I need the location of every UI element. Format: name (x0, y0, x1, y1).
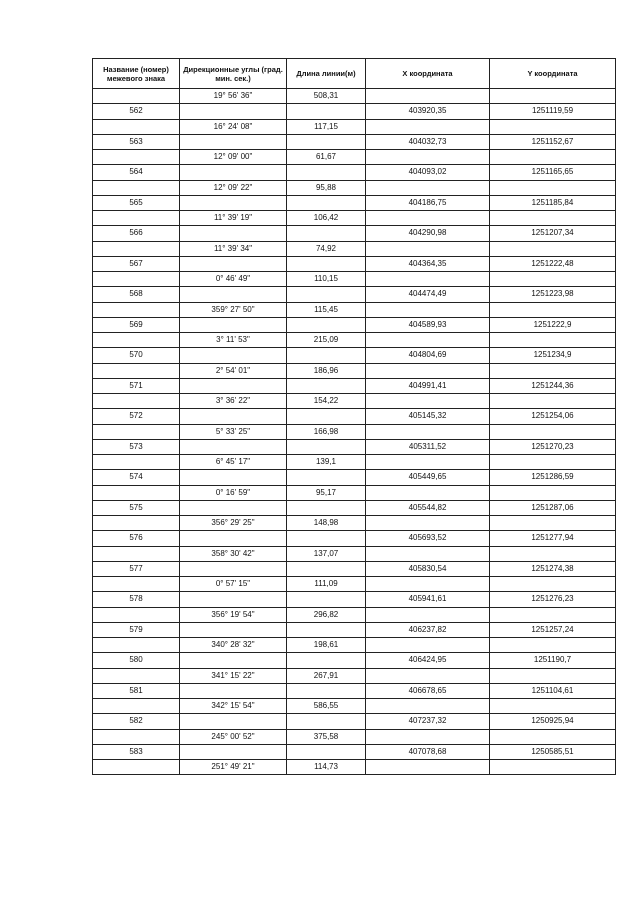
cell-line-length: 115,45 (287, 302, 366, 317)
cell-y-coordinate (490, 150, 616, 165)
table-row (93, 622, 616, 637)
cell-marker-name: 578 (93, 592, 180, 607)
cell-line-length (287, 226, 366, 241)
cell-x-coordinate (366, 729, 490, 744)
cell-line-length: 267,91 (287, 668, 366, 683)
cell-marker-name (93, 272, 180, 287)
table-row (93, 317, 616, 332)
cell-x-coordinate (366, 363, 490, 378)
cell-x-coordinate (366, 516, 490, 531)
table-row (93, 546, 616, 561)
cell-y-coordinate: 1251254,06 (490, 409, 616, 424)
cell-y-coordinate: 1251119,59 (490, 104, 616, 119)
cell-marker-name: 567 (93, 256, 180, 271)
table-row (93, 89, 616, 104)
cell-x-coordinate: 405449,65 (366, 470, 490, 485)
cell-marker-name (93, 577, 180, 592)
cell-marker-name: 580 (93, 653, 180, 668)
cell-line-length: 137,07 (287, 546, 366, 561)
cell-marker-name (93, 607, 180, 622)
cell-line-length (287, 134, 366, 149)
cell-marker-name: 570 (93, 348, 180, 363)
cell-x-coordinate: 404474,49 (366, 287, 490, 302)
cell-x-coordinate: 405693,52 (366, 531, 490, 546)
cell-y-coordinate: 1251165,65 (490, 165, 616, 180)
cell-direction-angle: 0° 16' 59" (180, 485, 287, 500)
cell-line-length (287, 653, 366, 668)
cell-x-coordinate: 406237,82 (366, 622, 490, 637)
cell-direction-angle (180, 744, 287, 759)
cell-marker-name (93, 729, 180, 744)
cell-y-coordinate (490, 241, 616, 256)
cell-y-coordinate: 1251234,9 (490, 348, 616, 363)
table-row (93, 439, 616, 454)
cell-marker-name: 568 (93, 287, 180, 302)
cell-y-coordinate (490, 211, 616, 226)
cell-y-coordinate (490, 546, 616, 561)
cell-marker-name (93, 424, 180, 439)
cell-line-length (287, 104, 366, 119)
cell-marker-name (93, 760, 180, 775)
cell-x-coordinate (366, 180, 490, 195)
cell-x-coordinate: 404991,41 (366, 378, 490, 393)
cell-direction-angle: 11° 39' 19" (180, 211, 287, 226)
cell-line-length: 198,61 (287, 638, 366, 653)
cell-x-coordinate (366, 302, 490, 317)
cell-marker-name: 564 (93, 165, 180, 180)
cell-marker-name: 583 (93, 744, 180, 759)
cell-y-coordinate (490, 699, 616, 714)
cell-line-length: 74,92 (287, 241, 366, 256)
cell-line-length: 117,15 (287, 119, 366, 134)
table-row (93, 256, 616, 271)
table-body (93, 89, 616, 775)
cell-marker-name: 576 (93, 531, 180, 546)
table-row (93, 363, 616, 378)
cell-y-coordinate: 1251222,48 (490, 256, 616, 271)
cell-line-length: 95,17 (287, 485, 366, 500)
cell-line-length (287, 592, 366, 607)
cell-y-coordinate (490, 394, 616, 409)
cell-y-coordinate: 1251274,38 (490, 561, 616, 576)
cell-x-coordinate: 404364,35 (366, 256, 490, 271)
cell-marker-name: 573 (93, 439, 180, 454)
cell-y-coordinate (490, 516, 616, 531)
cell-line-length: 215,09 (287, 333, 366, 348)
cell-direction-angle (180, 561, 287, 576)
cell-marker-name (93, 699, 180, 714)
cell-direction-angle (180, 256, 287, 271)
cell-direction-angle: 16° 24' 08" (180, 119, 287, 134)
cell-x-coordinate: 405544,82 (366, 500, 490, 515)
cell-x-coordinate (366, 760, 490, 775)
table-row (93, 577, 616, 592)
cell-y-coordinate (490, 302, 616, 317)
cell-y-coordinate: 1251190,7 (490, 653, 616, 668)
cell-direction-angle (180, 683, 287, 698)
cell-y-coordinate (490, 577, 616, 592)
cell-direction-angle (180, 134, 287, 149)
table-row (93, 119, 616, 134)
cell-line-length (287, 500, 366, 515)
cell-marker-name: 562 (93, 104, 180, 119)
cell-y-coordinate: 1251104,61 (490, 683, 616, 698)
cell-direction-angle: 245° 00' 52" (180, 729, 287, 744)
cell-x-coordinate (366, 211, 490, 226)
cell-marker-name (93, 333, 180, 348)
cell-direction-angle: 251° 49' 21" (180, 760, 287, 775)
cell-x-coordinate: 405941,61 (366, 592, 490, 607)
cell-direction-angle: 356° 19' 54" (180, 607, 287, 622)
cell-line-length: 111,09 (287, 577, 366, 592)
cell-marker-name: 565 (93, 195, 180, 210)
cell-line-length: 110,15 (287, 272, 366, 287)
cell-x-coordinate (366, 119, 490, 134)
cell-y-coordinate: 1250585,51 (490, 744, 616, 759)
cell-marker-name (93, 241, 180, 256)
table-row (93, 409, 616, 424)
cell-direction-angle (180, 226, 287, 241)
cell-y-coordinate: 1250925,94 (490, 714, 616, 729)
cell-x-coordinate: 403920,35 (366, 104, 490, 119)
cell-marker-name (93, 150, 180, 165)
cell-direction-angle (180, 470, 287, 485)
cell-direction-angle (180, 287, 287, 302)
cell-x-coordinate (366, 89, 490, 104)
table-row (93, 653, 616, 668)
table-row (93, 607, 616, 622)
cell-x-coordinate (366, 394, 490, 409)
cell-line-length: 296,82 (287, 607, 366, 622)
cell-direction-angle: 19° 56' 36" (180, 89, 287, 104)
cell-line-length (287, 195, 366, 210)
cell-y-coordinate (490, 180, 616, 195)
table-row (93, 516, 616, 531)
cell-y-coordinate (490, 424, 616, 439)
cell-x-coordinate: 404804,69 (366, 348, 490, 363)
cell-marker-name: 579 (93, 622, 180, 637)
cell-marker-name: 581 (93, 683, 180, 698)
cell-direction-angle (180, 439, 287, 454)
table-row (93, 302, 616, 317)
cell-x-coordinate: 406678,65 (366, 683, 490, 698)
cell-direction-angle: 5° 33' 25" (180, 424, 287, 439)
cell-direction-angle: 340° 28' 32" (180, 638, 287, 653)
cell-marker-name: 572 (93, 409, 180, 424)
cell-direction-angle: 6° 45' 17" (180, 455, 287, 470)
table-row (93, 683, 616, 698)
cell-line-length: 106,42 (287, 211, 366, 226)
cell-direction-angle: 356° 29' 25" (180, 516, 287, 531)
table-row (93, 272, 616, 287)
cell-y-coordinate: 1251244,36 (490, 378, 616, 393)
cell-x-coordinate: 404290,98 (366, 226, 490, 241)
cell-marker-name (93, 638, 180, 653)
cell-line-length (287, 378, 366, 393)
cell-y-coordinate (490, 272, 616, 287)
cell-line-length (287, 744, 366, 759)
table-row (93, 485, 616, 500)
table-row (93, 150, 616, 165)
cell-marker-name: 575 (93, 500, 180, 515)
cell-direction-angle (180, 195, 287, 210)
cell-direction-angle (180, 165, 287, 180)
cell-x-coordinate: 404589,93 (366, 317, 490, 332)
cell-marker-name: 574 (93, 470, 180, 485)
cell-x-coordinate: 407237,32 (366, 714, 490, 729)
cell-marker-name (93, 485, 180, 500)
table-row (93, 592, 616, 607)
table-row (93, 744, 616, 759)
cell-x-coordinate: 404032,73 (366, 134, 490, 149)
cell-y-coordinate (490, 638, 616, 653)
table-row (93, 241, 616, 256)
cell-y-coordinate (490, 119, 616, 134)
cell-y-coordinate: 1251152,67 (490, 134, 616, 149)
cell-marker-name (93, 89, 180, 104)
cell-marker-name (93, 668, 180, 683)
cell-x-coordinate (366, 638, 490, 653)
cell-y-coordinate: 1251207,34 (490, 226, 616, 241)
cell-direction-angle: 342° 15' 54" (180, 699, 287, 714)
table-row (93, 455, 616, 470)
header-x: X координата (366, 59, 490, 89)
cell-y-coordinate (490, 89, 616, 104)
table-row (93, 333, 616, 348)
cell-line-length (287, 287, 366, 302)
cell-line-length (287, 256, 366, 271)
cell-y-coordinate (490, 333, 616, 348)
cell-y-coordinate (490, 363, 616, 378)
cell-x-coordinate: 405830,54 (366, 561, 490, 576)
cell-direction-angle (180, 500, 287, 515)
cell-x-coordinate (366, 668, 490, 683)
cell-line-length (287, 470, 366, 485)
cell-direction-angle (180, 622, 287, 637)
cell-direction-angle: 12° 09' 22" (180, 180, 287, 195)
cell-y-coordinate (490, 760, 616, 775)
table-row (93, 500, 616, 515)
cell-direction-angle (180, 592, 287, 607)
cell-marker-name (93, 455, 180, 470)
cell-x-coordinate (366, 607, 490, 622)
cell-line-length (287, 409, 366, 424)
table-row (93, 394, 616, 409)
cell-direction-angle (180, 653, 287, 668)
cell-x-coordinate (366, 577, 490, 592)
cell-direction-angle: 11° 39' 34" (180, 241, 287, 256)
table-row (93, 729, 616, 744)
cell-y-coordinate: 1251287,06 (490, 500, 616, 515)
cell-direction-angle (180, 714, 287, 729)
cell-direction-angle: 359° 27' 50" (180, 302, 287, 317)
cell-y-coordinate (490, 485, 616, 500)
cell-direction-angle: 3° 36' 22" (180, 394, 287, 409)
cell-direction-angle (180, 104, 287, 119)
cell-y-coordinate: 1251185,84 (490, 195, 616, 210)
cell-marker-name: 582 (93, 714, 180, 729)
table-row (93, 287, 616, 302)
cell-direction-angle (180, 317, 287, 332)
table-row (93, 378, 616, 393)
table-row (93, 180, 616, 195)
cell-line-length (287, 348, 366, 363)
cell-x-coordinate (366, 455, 490, 470)
cell-marker-name (93, 211, 180, 226)
cell-x-coordinate: 406424,95 (366, 653, 490, 668)
cell-line-length: 148,98 (287, 516, 366, 531)
cell-line-length: 114,73 (287, 760, 366, 775)
cell-y-coordinate (490, 729, 616, 744)
header-length: Длина линии(м) (287, 59, 366, 89)
cell-x-coordinate: 407078,68 (366, 744, 490, 759)
cell-line-length (287, 561, 366, 576)
cell-direction-angle (180, 378, 287, 393)
table-row (93, 668, 616, 683)
cell-line-length (287, 165, 366, 180)
cell-direction-angle: 0° 46' 49" (180, 272, 287, 287)
table-row (93, 195, 616, 210)
table-header-row (93, 59, 616, 89)
cell-y-coordinate (490, 455, 616, 470)
cell-line-length (287, 317, 366, 332)
cell-x-coordinate: 404093,02 (366, 165, 490, 180)
cell-line-length: 375,58 (287, 729, 366, 744)
cell-x-coordinate (366, 424, 490, 439)
header-angle: Дирекционные углы (град. мин. сек.) (180, 59, 287, 89)
cell-y-coordinate: 1251277,94 (490, 531, 616, 546)
table-row (93, 714, 616, 729)
cell-y-coordinate: 1251257,24 (490, 622, 616, 637)
cell-line-length (287, 683, 366, 698)
cell-marker-name: 577 (93, 561, 180, 576)
cell-marker-name: 569 (93, 317, 180, 332)
cell-direction-angle: 2° 54' 01" (180, 363, 287, 378)
table-row (93, 638, 616, 653)
cell-y-coordinate (490, 668, 616, 683)
cell-line-length (287, 439, 366, 454)
table-row (93, 165, 616, 180)
table-row (93, 104, 616, 119)
cell-direction-angle (180, 409, 287, 424)
cell-x-coordinate (366, 272, 490, 287)
table-row (93, 760, 616, 775)
cell-line-length: 61,67 (287, 150, 366, 165)
cell-marker-name: 571 (93, 378, 180, 393)
table-row (93, 134, 616, 149)
cell-x-coordinate (366, 699, 490, 714)
cell-line-length: 186,96 (287, 363, 366, 378)
cell-x-coordinate (366, 150, 490, 165)
cell-y-coordinate: 1251270,23 (490, 439, 616, 454)
cell-x-coordinate (366, 485, 490, 500)
cell-x-coordinate: 405311,52 (366, 439, 490, 454)
cell-x-coordinate (366, 546, 490, 561)
cell-line-length: 166,98 (287, 424, 366, 439)
cell-line-length: 586,55 (287, 699, 366, 714)
cell-direction-angle: 0° 57' 15" (180, 577, 287, 592)
cell-line-length: 508,31 (287, 89, 366, 104)
cell-direction-angle: 358° 30' 42" (180, 546, 287, 561)
cell-marker-name: 566 (93, 226, 180, 241)
boundary-coordinates-table (92, 58, 616, 775)
cell-marker-name (93, 546, 180, 561)
cell-y-coordinate: 1251222,9 (490, 317, 616, 332)
cell-x-coordinate: 405145,32 (366, 409, 490, 424)
cell-line-length: 95,88 (287, 180, 366, 195)
cell-direction-angle: 341° 15' 22" (180, 668, 287, 683)
table-row (93, 531, 616, 546)
cell-x-coordinate: 404186,75 (366, 195, 490, 210)
cell-y-coordinate: 1251276,23 (490, 592, 616, 607)
cell-line-length (287, 714, 366, 729)
cell-line-length (287, 622, 366, 637)
cell-marker-name (93, 119, 180, 134)
cell-direction-angle (180, 531, 287, 546)
table-row (93, 211, 616, 226)
cell-direction-angle: 12° 09' 00" (180, 150, 287, 165)
cell-marker-name (93, 302, 180, 317)
cell-y-coordinate: 1251286,59 (490, 470, 616, 485)
cell-x-coordinate (366, 333, 490, 348)
table-row (93, 561, 616, 576)
header-name: Название (номер) межевого знака (93, 59, 180, 89)
cell-line-length (287, 531, 366, 546)
cell-y-coordinate (490, 607, 616, 622)
cell-marker-name (93, 180, 180, 195)
table-row (93, 424, 616, 439)
cell-direction-angle (180, 348, 287, 363)
table-row (93, 348, 616, 363)
cell-line-length: 139,1 (287, 455, 366, 470)
header-y: Y координата (490, 59, 616, 89)
table-row (93, 226, 616, 241)
cell-marker-name (93, 394, 180, 409)
cell-y-coordinate: 1251223,98 (490, 287, 616, 302)
cell-marker-name (93, 363, 180, 378)
cell-marker-name: 563 (93, 134, 180, 149)
table-row (93, 699, 616, 714)
cell-direction-angle: 3° 11' 53" (180, 333, 287, 348)
cell-marker-name (93, 516, 180, 531)
table-row (93, 470, 616, 485)
cell-line-length: 154,22 (287, 394, 366, 409)
cell-x-coordinate (366, 241, 490, 256)
